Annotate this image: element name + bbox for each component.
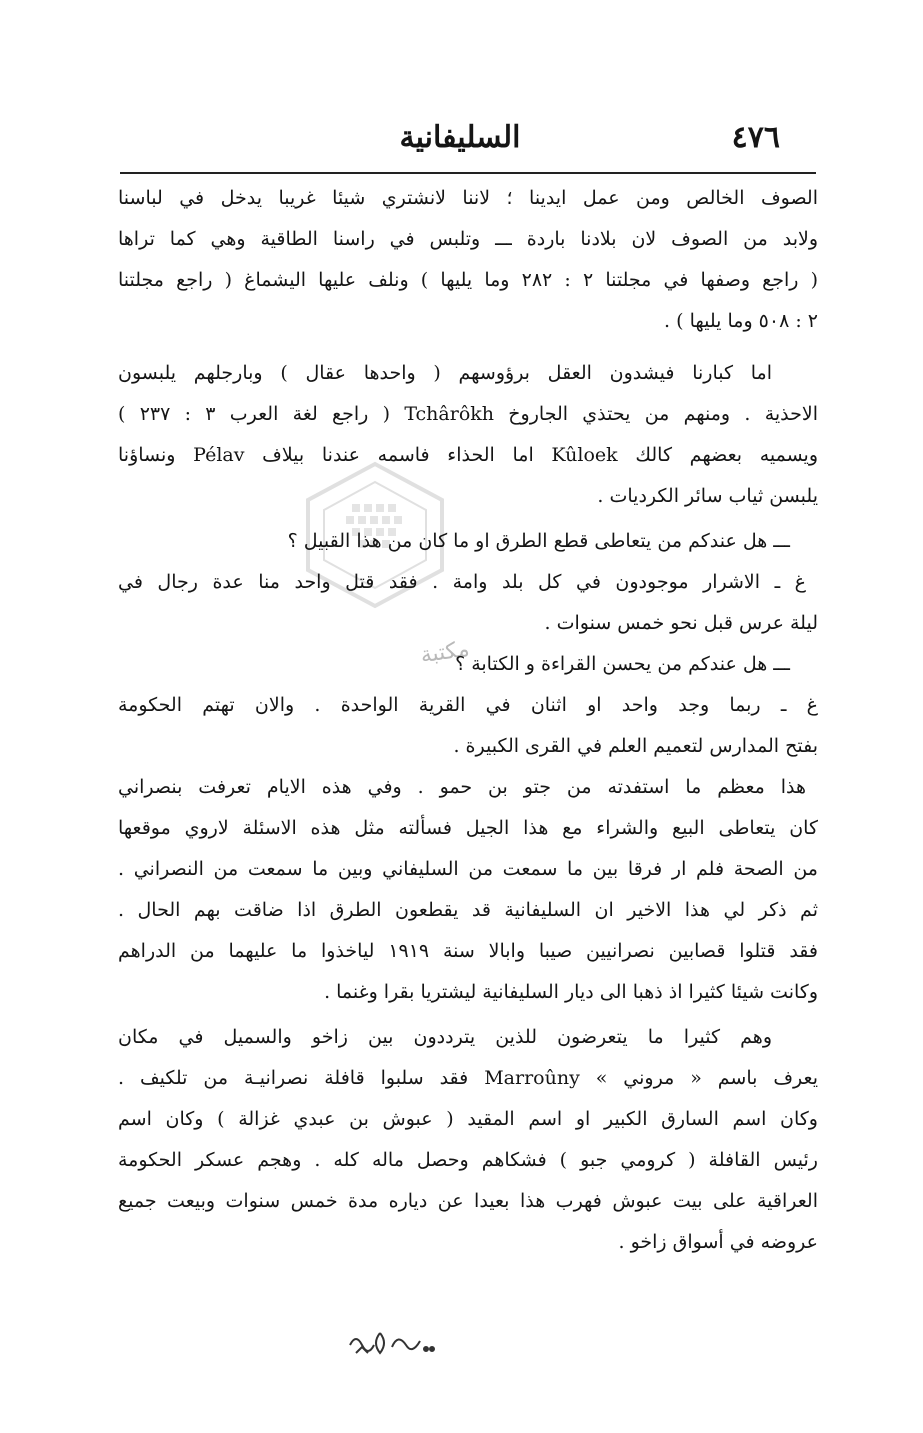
text-line: وكانت شيئا كثيرا اذ ذهبا الى ديار السليفانية ليشتريا بقرا وغنما .	[324, 981, 818, 1003]
text-line: بفتح المدارس لتعميم العلم في القرى الكبيرة .	[453, 735, 818, 757]
text-line: وهم كثيرا ما يتعرضون للذين يترددون بين زاخو والسميل في مكان	[118, 1026, 772, 1048]
text-line: ( راجع وصفها في مجلتنا ٢ : ٢٨٢ وما يليها ) ونلف عليها اليشماغ ( راجع مجلتنا	[118, 269, 818, 291]
question-line: ـــ هل عندكم من يحسن القراءة و الكتابة ؟	[455, 653, 790, 675]
text-line: ويسميه بعضهم كالك Kûloek اما الحذاء فاسمه عندنا بيلاف Pélav ونساؤنا	[118, 444, 818, 466]
text-line: ليلة عرس قبل نحو خمس سنوات .	[544, 612, 818, 634]
text-line: يعرف باسم « مروني » Marroûny فقد سلبوا قافلة نصرانيـة من تلكيف .	[118, 1067, 818, 1089]
decorative-flourish-icon	[340, 1325, 440, 1359]
text-line: رئيس القافلة ( كرومي جبو ) فشكاهم وحصل ماله كله . وهجم عسكر الحكومة	[118, 1149, 818, 1171]
text-line: كان يتعاطى البيع والشراء مع هذا الجيل فسألته مثل هذه الاسئلة لاروي موقعها	[118, 817, 818, 839]
page-header	[140, 118, 780, 162]
text-line: ثم ذكر لي هذا الاخير ان السليفانية قد يقطعون الطرق اذا ضاقت بهم الحال .	[118, 899, 818, 921]
question-line: ـــ هل عندكم من يتعاطى قطع الطرق او ما كان من هذا القبيل ؟	[287, 530, 790, 552]
text-line: هذا معظم ما استفدته من جتو بن حمو . وفي هذه الايام تعرفت بنصراني	[118, 776, 806, 798]
header-rule	[120, 172, 816, 174]
text-line: عروضه في أسواق زاخو .	[618, 1231, 818, 1253]
text-line: الاحذية . ومنهم من يحتذي الجاروخ Tchârôkh ( راجع لغة العرب ٣ : ٢٣٧ )	[118, 403, 818, 425]
body-text	[118, 178, 818, 1263]
text-line: اما كبارنا فيشدون العقل برؤوسهم ( واحدها عقال ) وبارجلهم يلبسون	[118, 362, 772, 384]
text-line: من الصحة فلم ار فرقا بين ما سمعت من السليفاني وبين ما سمعت من النصراني .	[118, 858, 818, 880]
text-line: ولابد من الصوف لان بلادنا باردة ـــ وتلبس في راسنا الطاقية وهي كما تراها	[118, 228, 818, 250]
text-line: العراقية على بيت عبوش فهرب هذا بعيدا عن دياره مدة خمس سنوات وبيعت جميع	[118, 1190, 818, 1212]
text-line: فقد قتلوا قصابين نصرانيين صيبا وابالا سنة ١٩١٩ لياخذوا ما عليهما من الدراهم	[118, 940, 818, 962]
page-number: ٤٧٦	[731, 120, 780, 155]
text-line: ٢ : ٥٠٨ وما يليها ) .	[664, 310, 818, 332]
text-line: الصوف الخالص ومن عمل ايدينا ؛ لاننا لانشتري شيئا غريبا يدخل في لباسنا	[118, 187, 818, 209]
text-line: يلبسن ثياب سائر الكرديات .	[597, 485, 818, 507]
answer-line: غ ـ ربما وجد واحد او اثنان في القرية الواحدة . والان تهتم الحكومة	[118, 694, 818, 716]
running-title: السليفانية	[399, 120, 521, 155]
library-watermark-text: مكتبة	[418, 636, 472, 669]
answer-line: غ ـ الاشرار موجودون في كل بلد وامة . فقد قتل واحد منا عدة رجال في	[118, 571, 806, 593]
text-line: وكان اسم السارق الكبير او اسم المقيد ( عبوش بن عبدي غزالة ) وكان اسم	[118, 1108, 818, 1130]
